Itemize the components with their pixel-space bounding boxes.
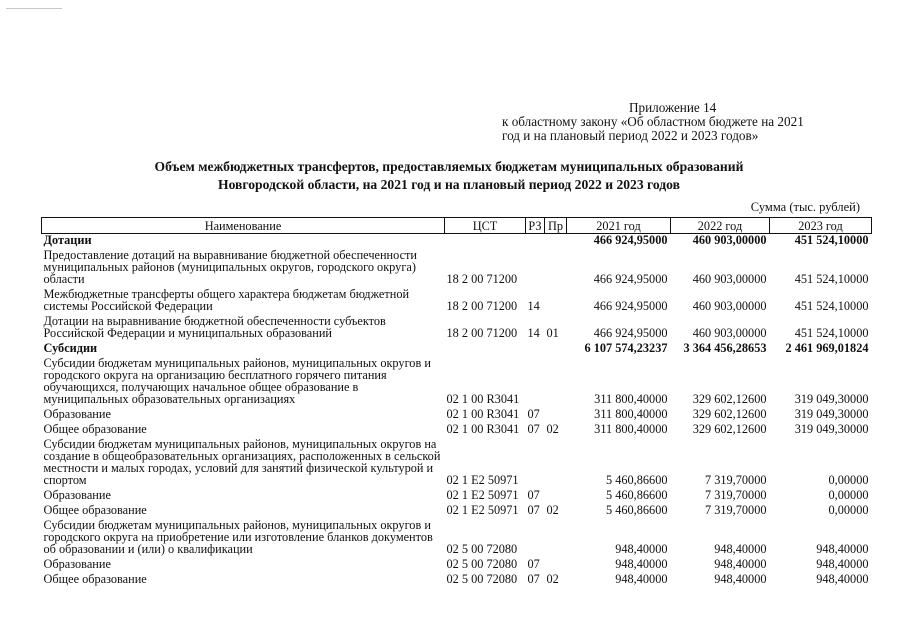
appendix-law-line-1: к областному закону «Об областном бюджете на 2021 bbox=[502, 114, 804, 129]
cell-2021: 6 107 574,23237 bbox=[584, 341, 668, 355]
table-row bbox=[42, 339, 872, 354]
appendix-number: Приложение 14 bbox=[629, 100, 717, 115]
cell-rz: 07 bbox=[527, 503, 540, 517]
appendix-reference bbox=[502, 101, 862, 143]
cell-pr bbox=[545, 555, 567, 570]
cell-2023: 319 049,30000 bbox=[794, 392, 869, 406]
cell-2021: 466 924,95000 bbox=[593, 299, 668, 313]
table-row bbox=[42, 405, 872, 420]
cell-2022: 948,40000 bbox=[714, 572, 767, 586]
cell-name: Образование bbox=[43, 557, 111, 571]
cell-2022: 460 903,00000 bbox=[692, 272, 767, 286]
cell-2023: 948,40000 bbox=[816, 572, 869, 586]
cell-2021: 466 924,95000 bbox=[593, 326, 668, 340]
cell-rz: 07 bbox=[527, 572, 540, 586]
cell-2021: 948,40000 bbox=[615, 557, 668, 571]
table-row bbox=[42, 234, 872, 247]
header-cst: ЦСТ bbox=[445, 218, 526, 234]
cell-cst: 02 1 00 R3041 bbox=[446, 422, 520, 436]
table-row bbox=[42, 285, 872, 312]
cell-name: Субсидии бюджетам муниципальных районов, муниципальных округов и городского округа на организацию бесплатного горячего питания обучающихся, получающих начальное общее образование в муниципальных образовательных организациях bbox=[43, 356, 431, 406]
cell-2021: 311 800,40000 bbox=[594, 392, 668, 406]
table-row bbox=[42, 486, 872, 501]
cell-2021: 311 800,40000 bbox=[594, 407, 668, 421]
cell-2021: 948,40000 bbox=[615, 572, 668, 586]
header-pr: Пр bbox=[545, 218, 567, 234]
units-label: Сумма (тыс. рублей) bbox=[750, 200, 860, 214]
cell-pr: 02 bbox=[546, 503, 559, 517]
cell-2021: 311 800,40000 bbox=[594, 422, 668, 436]
cell-2023: 0,00000 bbox=[828, 488, 869, 502]
cell-2021: 948,40000 bbox=[615, 542, 668, 556]
cell-cst: 02 1 00 R3041 bbox=[446, 392, 520, 406]
cell-name: Общее образование bbox=[43, 422, 147, 436]
cell-name: Общее образование bbox=[43, 572, 147, 586]
cell-2021: 5 460,86600 bbox=[606, 503, 668, 517]
cell-2021: 466 924,95000 bbox=[593, 272, 668, 286]
header-2023: 2023 год bbox=[770, 218, 872, 234]
cell-pr bbox=[545, 234, 567, 247]
title-line-1: Объем межбюджетных трансфертов, предоставляемых бюджетам муниципальных образований bbox=[154, 159, 744, 174]
cell-2022: 460 903,00000 bbox=[692, 233, 767, 247]
cell-cst bbox=[445, 339, 526, 354]
cell-pr bbox=[545, 354, 567, 405]
document-title bbox=[0, 158, 898, 194]
cell-2023: 451 524,10000 bbox=[794, 326, 869, 340]
cell-name: Межбюджетные трансферты общего характера бюджетам бюджетной системы Российской Федерации bbox=[43, 287, 410, 313]
cell-pr bbox=[545, 246, 567, 285]
table-row bbox=[42, 570, 872, 585]
cell-rz bbox=[526, 435, 545, 486]
cell-2022: 329 602,12600 bbox=[692, 407, 767, 421]
cell-pr bbox=[545, 435, 567, 486]
cell-cst: 02 1 E2 50971 bbox=[446, 488, 519, 502]
appendix-law-line-2: год и на плановый период 2022 и 2023 годов» bbox=[502, 128, 759, 143]
cell-rz: 14 bbox=[527, 326, 540, 340]
cell-name: Дотации на выравнивание бюджетной обеспеченности субъектов Российской Федерации и муниципальных образований bbox=[43, 314, 386, 340]
cell-rz bbox=[526, 354, 545, 405]
cell-2022: 460 903,00000 bbox=[692, 326, 767, 340]
cell-2021: 5 460,86600 bbox=[606, 488, 668, 502]
cell-cst: 18 2 00 71200 bbox=[446, 326, 518, 340]
cell-pr: 02 bbox=[546, 572, 559, 586]
cell-rz bbox=[526, 516, 545, 555]
cell-rz: 07 bbox=[527, 407, 540, 421]
cell-rz bbox=[526, 246, 545, 285]
cell-rz: 07 bbox=[527, 488, 540, 502]
cell-pr bbox=[545, 486, 567, 501]
cell-name: Общее образование bbox=[43, 503, 147, 517]
scan-corner-mark bbox=[6, 8, 62, 9]
header-2021: 2021 год bbox=[567, 218, 671, 234]
cell-name: Субсидии bbox=[43, 341, 98, 355]
cell-2022: 329 602,12600 bbox=[692, 422, 767, 436]
header-rz: РЗ bbox=[526, 218, 545, 234]
table-row bbox=[42, 501, 872, 516]
table-row bbox=[42, 354, 872, 405]
cell-2023: 0,00000 bbox=[828, 473, 869, 487]
title-line-2: Новгородской области, на 2021 год и на плановый период 2022 и 2023 годов bbox=[218, 177, 680, 192]
cell-2023: 0,00000 bbox=[828, 503, 869, 517]
transfers-table bbox=[41, 217, 872, 585]
cell-2023: 948,40000 bbox=[816, 557, 869, 571]
cell-2023: 451 524,10000 bbox=[794, 299, 869, 313]
cell-name: Субсидии бюджетам муниципальных районов, муниципальных округов и городского округа на приобретение или изготовление бланков документов об образовании и (или) о квалификации bbox=[43, 518, 433, 556]
table-row bbox=[42, 516, 872, 555]
cell-rz: 07 bbox=[527, 557, 540, 571]
cell-2022: 7 319,70000 bbox=[705, 488, 767, 502]
cell-cst: 18 2 00 71200 bbox=[446, 272, 518, 286]
cell-pr bbox=[545, 405, 567, 420]
cell-pr bbox=[545, 285, 567, 312]
cell-2023: 948,40000 bbox=[816, 542, 869, 556]
table-header-row bbox=[42, 218, 872, 234]
cell-2022: 948,40000 bbox=[714, 557, 767, 571]
cell-2022: 329 602,12600 bbox=[692, 392, 767, 406]
cell-2022: 7 319,70000 bbox=[705, 503, 767, 517]
cell-cst: 02 1 00 R3041 bbox=[446, 407, 520, 421]
cell-2023: 319 049,30000 bbox=[794, 407, 869, 421]
cell-pr bbox=[545, 516, 567, 555]
cell-name: Образование bbox=[43, 488, 111, 502]
cell-cst bbox=[445, 234, 526, 247]
cell-cst: 02 5 00 72080 bbox=[446, 542, 518, 556]
cell-rz: 14 bbox=[527, 299, 540, 313]
cell-2022: 948,40000 bbox=[714, 542, 767, 556]
cell-2022: 460 903,00000 bbox=[692, 299, 767, 313]
cell-2023: 451 524,10000 bbox=[794, 272, 869, 286]
table-row bbox=[42, 555, 872, 570]
table-row bbox=[42, 246, 872, 285]
cell-2021: 466 924,95000 bbox=[593, 233, 668, 247]
cell-2023: 319 049,30000 bbox=[794, 422, 869, 436]
table-row bbox=[42, 420, 872, 435]
cell-cst: 02 1 E2 50971 bbox=[446, 473, 519, 487]
cell-pr: 01 bbox=[546, 326, 559, 340]
header-2022: 2022 год bbox=[671, 218, 770, 234]
table-row bbox=[42, 312, 872, 339]
cell-2021: 5 460,86600 bbox=[606, 473, 668, 487]
cell-rz bbox=[526, 339, 545, 354]
cell-rz: 07 bbox=[527, 422, 540, 436]
table-row bbox=[42, 435, 872, 486]
cell-pr bbox=[545, 339, 567, 354]
cell-cst: 02 5 00 72080 bbox=[446, 572, 518, 586]
cell-name: Предоставление дотаций на выравнивание бюджетной обеспеченности муниципальных районов (муниципальных округов, городского округа) области bbox=[43, 248, 417, 286]
cell-cst: 02 1 E2 50971 bbox=[446, 503, 519, 517]
cell-name: Образование bbox=[43, 407, 111, 421]
cell-name: Дотации bbox=[43, 233, 92, 247]
cell-2023: 451 524,10000 bbox=[794, 233, 869, 247]
cell-2022: 3 364 456,28653 bbox=[683, 341, 767, 355]
cell-pr: 02 bbox=[546, 422, 559, 436]
cell-2022: 7 319,70000 bbox=[705, 473, 767, 487]
cell-cst: 18 2 00 71200 bbox=[446, 299, 518, 313]
cell-cst: 02 5 00 72080 bbox=[446, 557, 518, 571]
header-name: Наименование bbox=[42, 218, 445, 234]
cell-rz bbox=[526, 234, 545, 247]
cell-name: Субсидии бюджетам муниципальных районов, муниципальных округов на создание в общеобразовательных организациях, расположенных в сельской местности и малых городах, условий для занятий физической культурой и спортом bbox=[43, 437, 441, 487]
cell-2023: 2 461 969,01824 bbox=[785, 341, 869, 355]
